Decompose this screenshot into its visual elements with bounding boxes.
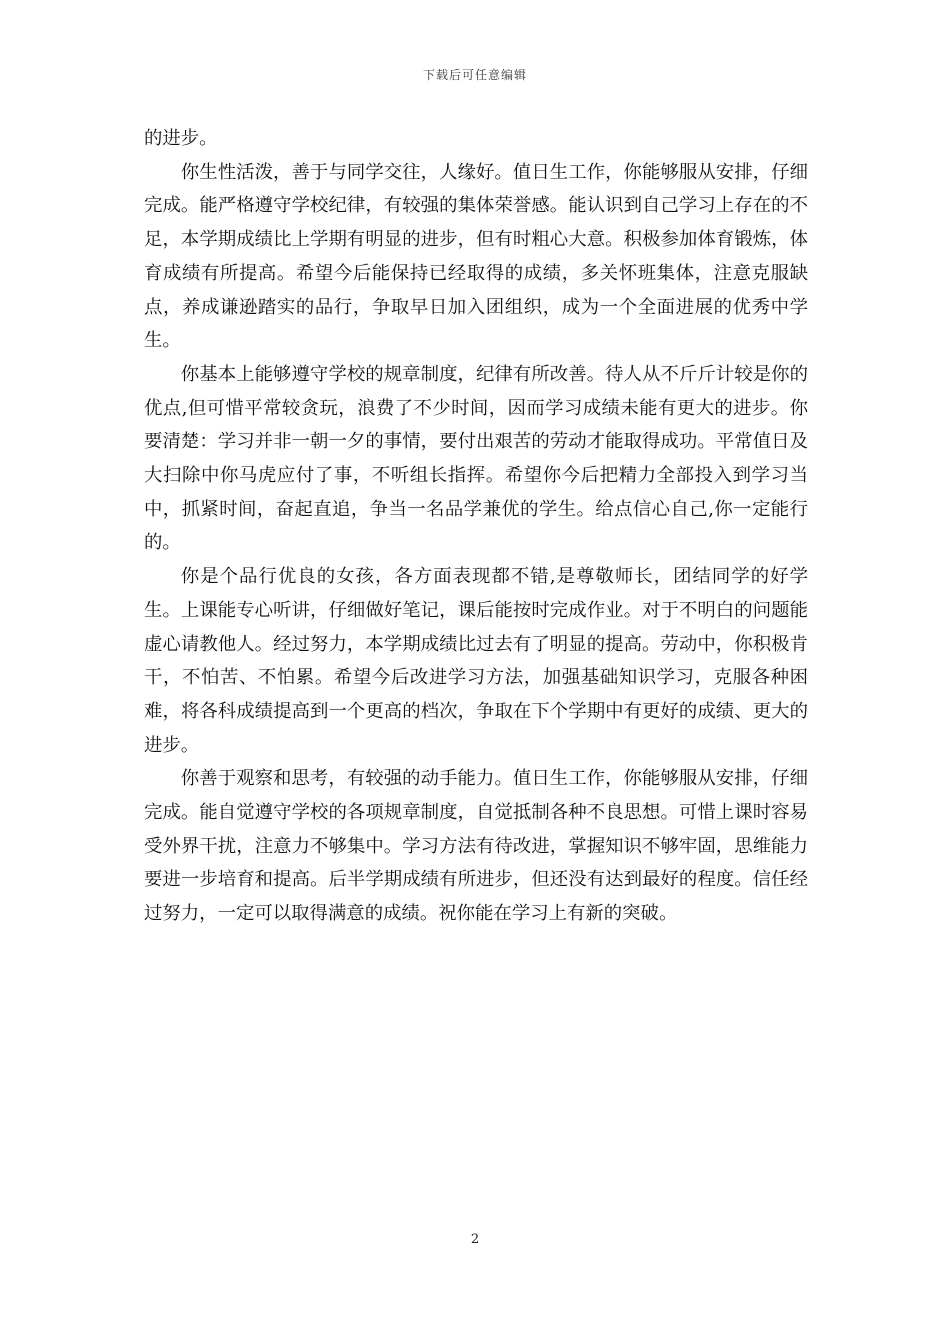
paragraph-continuation: 的进步。 — [144, 128, 218, 149]
page-header-note: 下载后可任意编辑 — [422, 68, 527, 82]
paragraph-comment-3: 你是个品行优良的女孩，各方面表现都不错,是尊敬师长，团结同学的好学生。上课能专心听讲，仔细做好笔记，课后能按时完成作业。对于不明白的问题能虚心请教他人。经过努力，本学期成绩比过去有了明显的提高。劳动中，你积极肯干，不怕苦、不怕累。希望今后改进学习方法，加强基础知识学习，克服各种困难，将各科成绩提高到一个更高的档次，争取在下个学期中有更好的成绩、更大的进步。 — [144, 566, 808, 756]
paragraph-comment-4: 你善于观察和思考，有较强的动手能力。值日生工作，你能够服从安排，仔细完成。能自觉遵守学校的各项规章制度，自觉抵制各种不良思想。可惜上课时容易受外界干扰，注意力不够集中。学习方法有待改进，掌握知识不够牢固，思维能力要进一步培育和提高。后半学期成绩有所进步，但还没有达到最好的程度。信任经过努力，一定可以取得满意的成绩。祝你能在学习上有新的突破。 — [144, 768, 808, 925]
page-number: 2 — [470, 1232, 480, 1247]
document-body — [144, 122, 808, 931]
paragraph-comment-1: 你生性活泼，善于与同学交往，人缘好。值日生工作，你能够服从安排，仔细完成。能严格遵守学校纪律，有较强的集体荣誉感。能认识到自己学习上存在的不足，本学期成绩比上学期有明显的进步，但有时粗心大意。积极参加体育锻炼，体育成绩有所提高。希望今后能保持已经取得的成绩，多关怀班集体，注意克服缺点，养成谦逊踏实的品行，争取早日加入团组织，成为一个全面进展的优秀中学生。 — [144, 161, 808, 352]
paragraph-comment-2: 你基本上能够遵守学校的规章制度，纪律有所改善。待人从不斤斤计较是你的优点,但可惜平常较贪玩，浪费了不少时间，因而学习成绩未能有更大的进步。你要清楚：学习并非一朝一夕的事情，要付出艰苦的劳动才能取得成功。平常值日及大扫除中你马虎应付了事，不听组长指挥。希望你今后把精力全部投入到学习当中，抓紧时间，奋起直追，争当一名品学兼优的学生。给点信心自己,你一定能行的。 — [144, 363, 808, 554]
